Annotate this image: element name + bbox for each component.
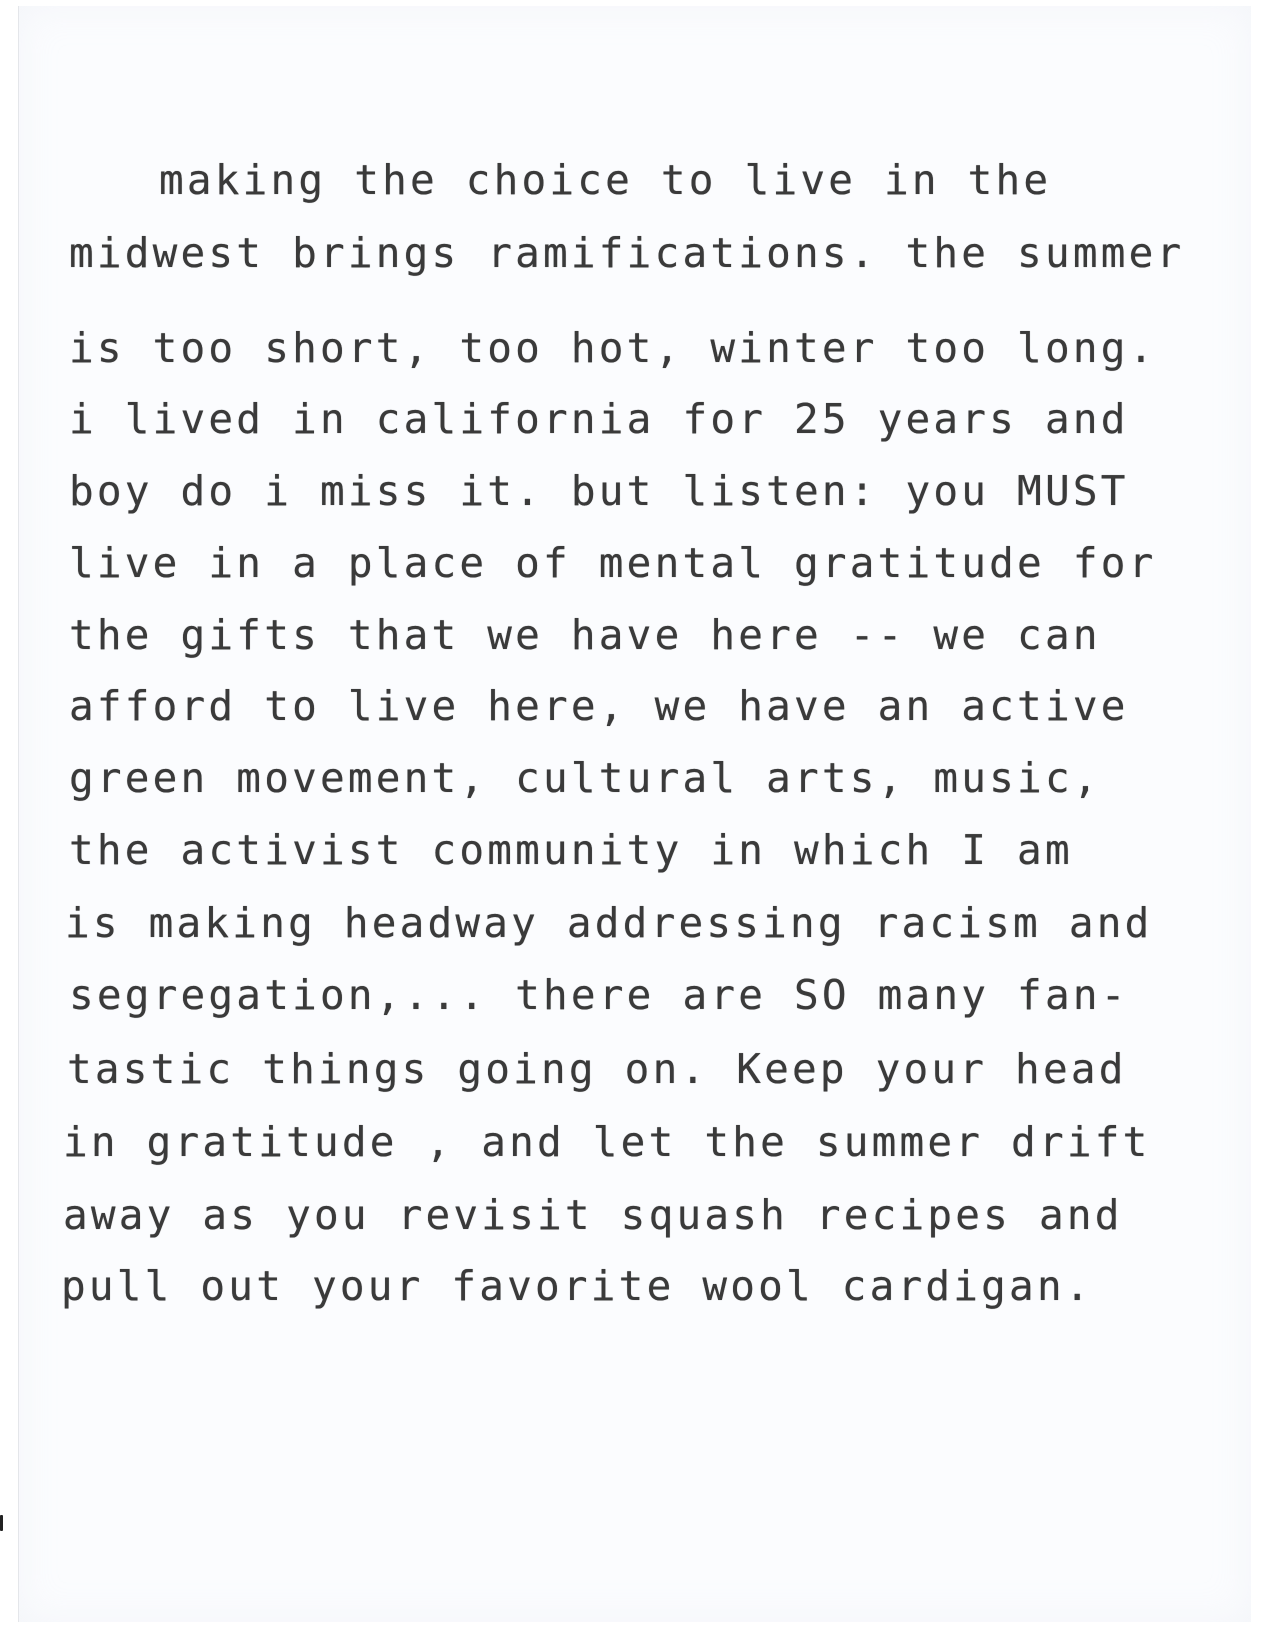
text-line: live in a place of mental gratitude for: [69, 539, 1157, 587]
text-line: is making headway addressing racism and: [65, 899, 1153, 947]
text-line: boy do i miss it. but listen: you MUST: [69, 467, 1129, 515]
text-line: green movement, cultural arts, music,: [69, 754, 1101, 802]
text-line: afford to live here, we have an active: [69, 682, 1129, 730]
text-line: midwest brings ramifications. the summer: [69, 229, 1185, 277]
text-line: making the choice to live in the: [159, 156, 1052, 204]
text-line: i lived in california for 25 years and: [69, 395, 1129, 443]
text-line: the gifts that we have here -- we can: [69, 611, 1101, 659]
text-line: tastic things going on. Keep your head: [67, 1045, 1127, 1093]
text-line: away as you revisit squash recipes and: [63, 1191, 1123, 1239]
scan-edge-mark: [0, 1515, 3, 1531]
text-line: in gratitude , and let the summer drift: [63, 1118, 1151, 1166]
text-line: pull out your favorite wool cardigan.: [61, 1262, 1093, 1310]
text-line: segregation,... there are SO many fan-: [69, 971, 1129, 1019]
typewritten-page: [18, 6, 1251, 1622]
text-line: is too short, too hot, winter too long.: [69, 324, 1157, 372]
text-line: the activist community in which I am: [69, 826, 1073, 874]
